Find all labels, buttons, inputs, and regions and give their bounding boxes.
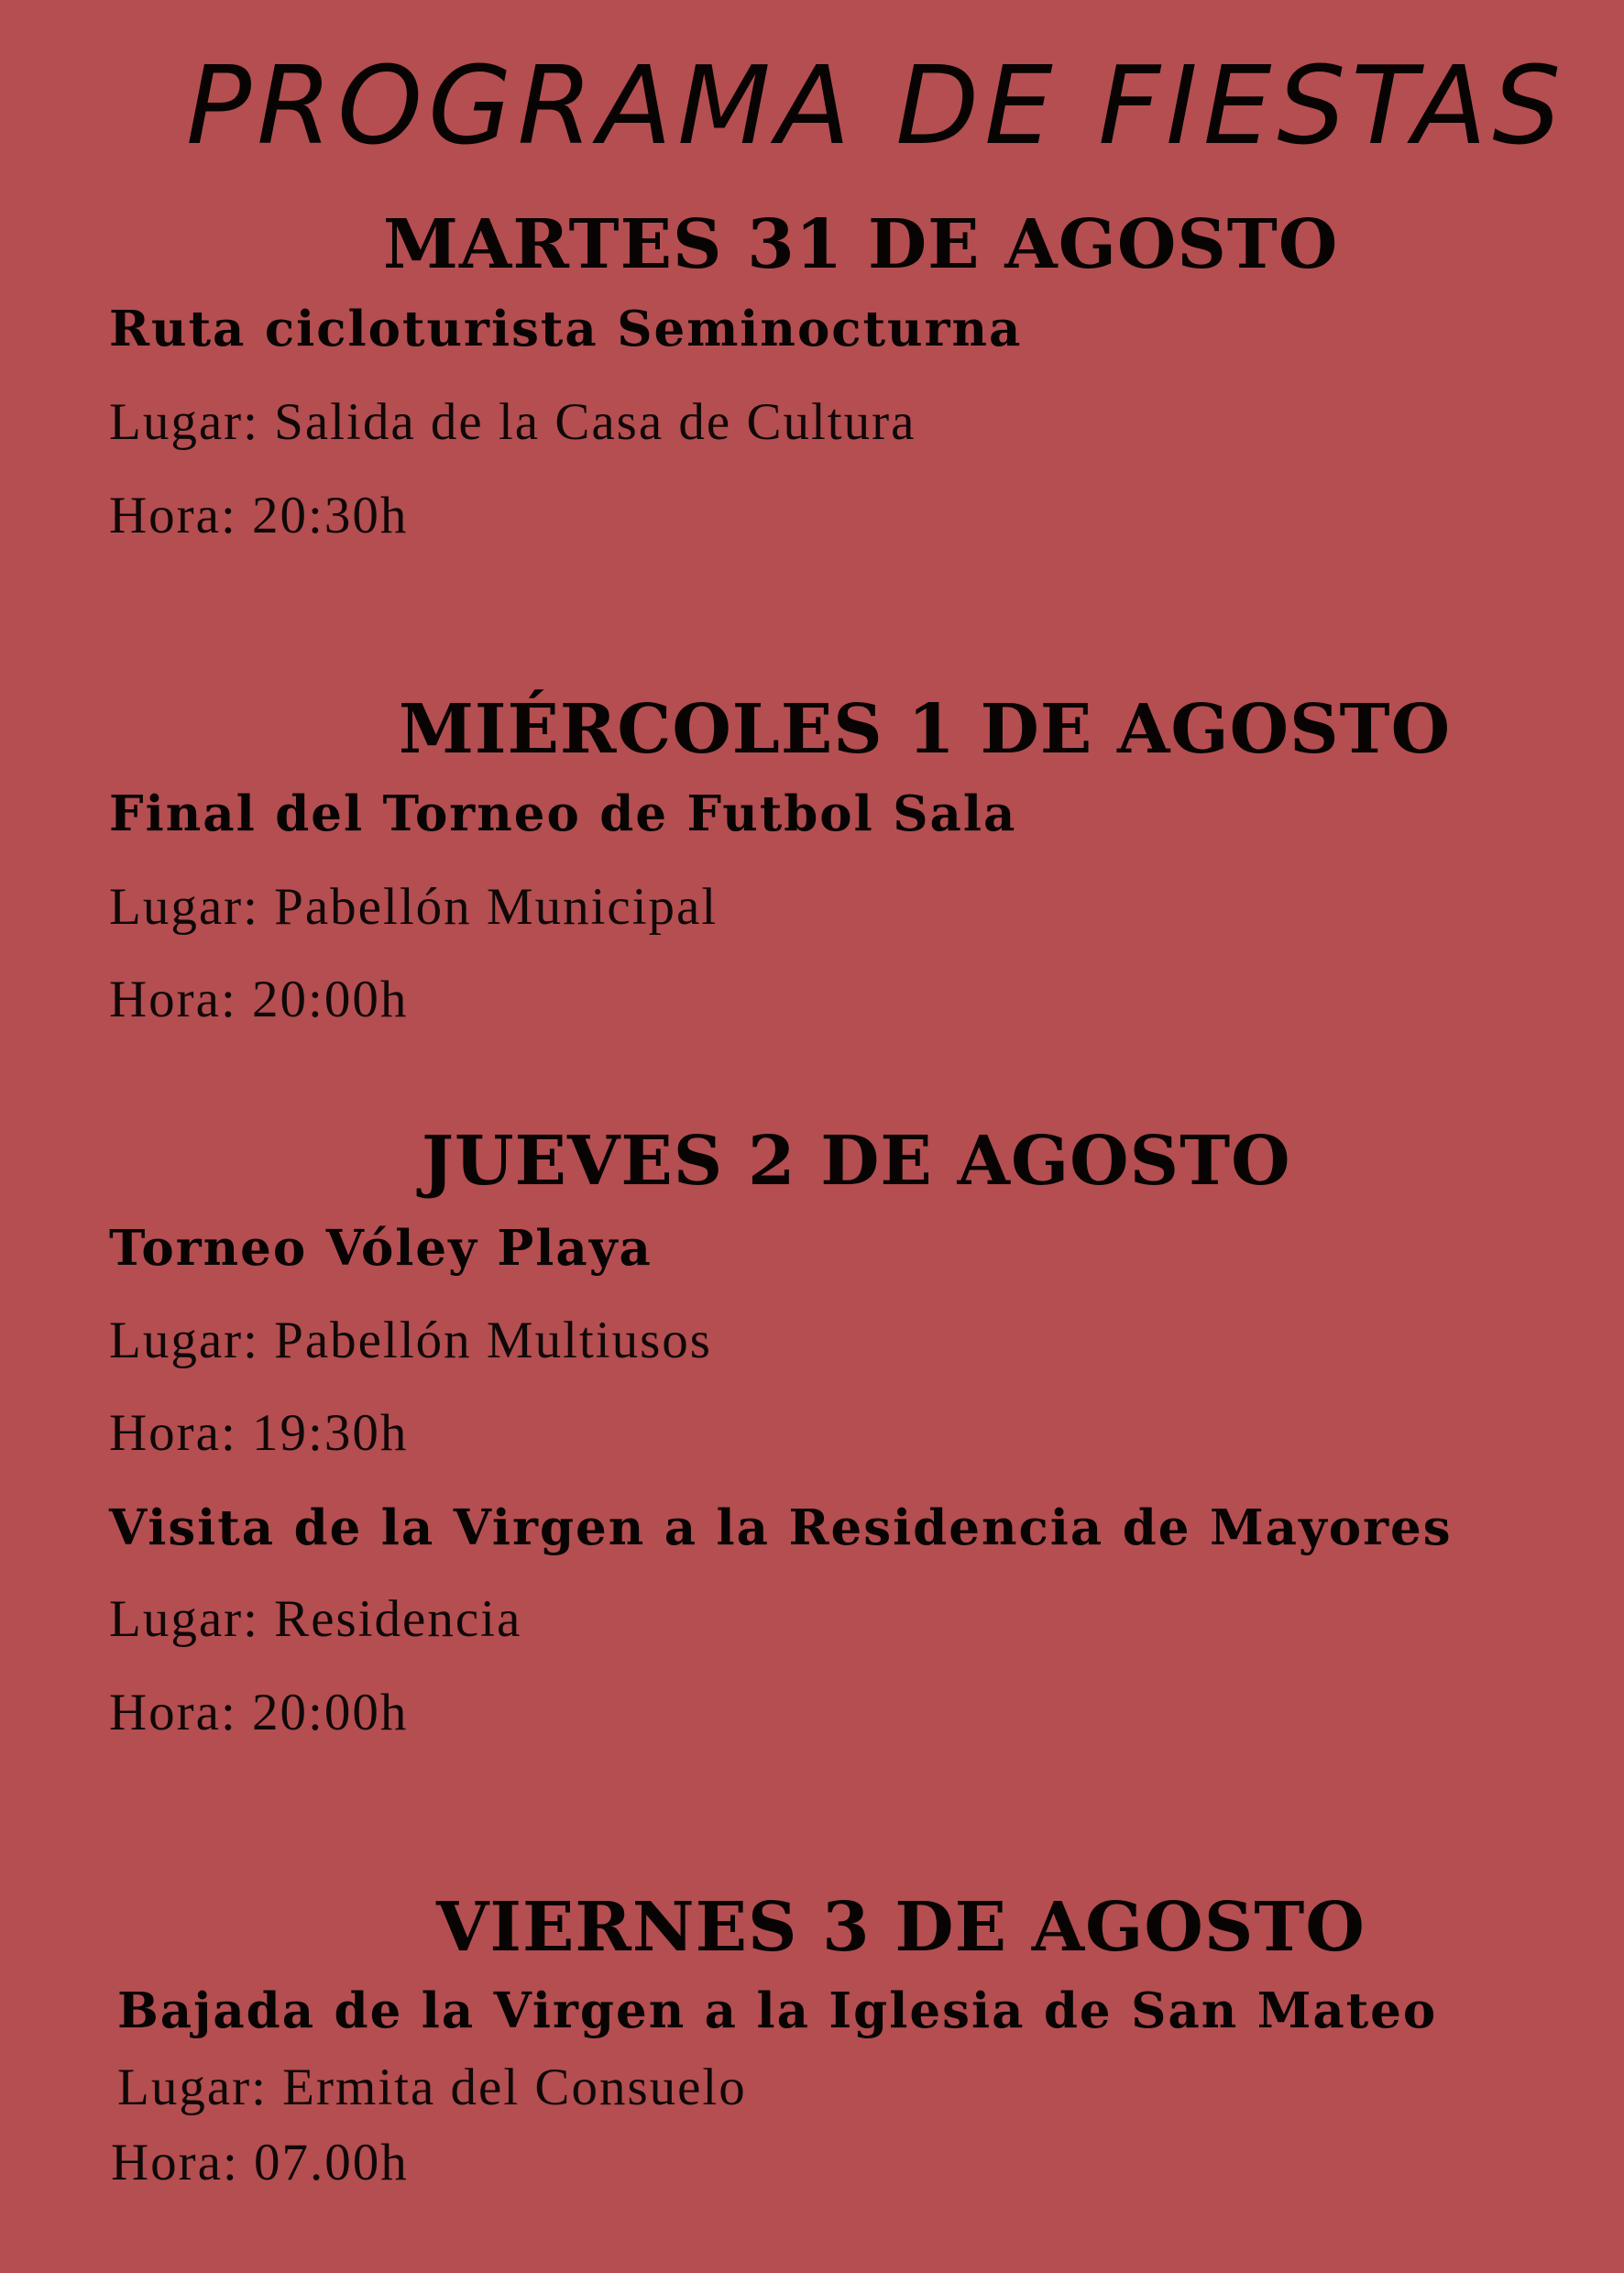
- event-location: Lugar: Pabellón Multiusos: [109, 1312, 712, 1369]
- event-location: Lugar: Residencia: [109, 1590, 522, 1648]
- event-title: Bajada de la Virgen a la Iglesia de San Mateo: [117, 1982, 1438, 2039]
- event-time: Hora: 07.00h: [111, 2134, 409, 2191]
- day-heading-jueves: JUEVES 2 DE AGOSTO: [422, 1122, 1291, 1201]
- event-time: Hora: 20:00h: [109, 1684, 409, 1741]
- page-title: PROGRAMA DE FIESTAS: [186, 42, 1567, 169]
- event-time: Hora: 19:30h: [109, 1404, 409, 1462]
- event-location: Lugar: Salida de la Casa de Cultura: [109, 393, 916, 451]
- event-title: Final del Torneo de Futbol Sala: [109, 785, 1017, 842]
- event-title: Ruta cicloturista Seminocturna: [109, 301, 1023, 357]
- day-heading-martes: MARTES 31 DE AGOSTO: [383, 205, 1339, 284]
- event-location: Lugar: Ermita del Consuelo: [117, 2059, 747, 2116]
- event-time: Hora: 20:30h: [109, 487, 409, 544]
- day-heading-miercoles: MIÉRCOLES 1 DE AGOSTO: [399, 690, 1452, 769]
- event-location: Lugar: Pabellón Municipal: [109, 878, 719, 936]
- event-title: Torneo Vóley Playa: [109, 1220, 653, 1277]
- day-heading-viernes: VIERNES 3 DE AGOSTO: [436, 1888, 1366, 1967]
- event-time: Hora: 20:00h: [109, 971, 409, 1028]
- event-title: Visita de la Virgen a la Residencia de Mayores: [109, 1499, 1453, 1556]
